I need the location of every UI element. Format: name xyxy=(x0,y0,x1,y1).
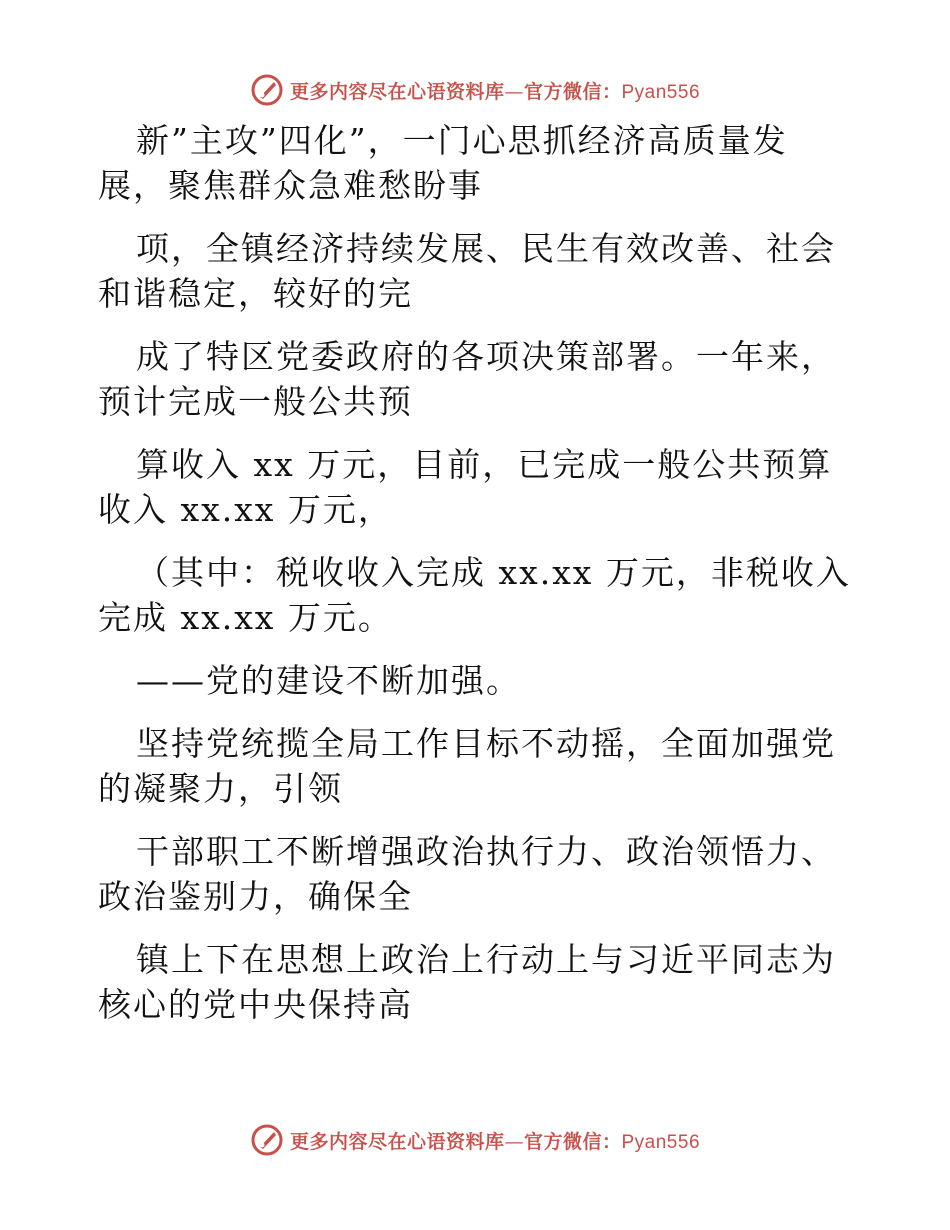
watermark-suffix: 官方微信： xyxy=(523,1130,622,1153)
footer-watermark xyxy=(0,1120,950,1160)
paragraph-1: 新”主攻”四化”，一门心思抓经济高质量发展，聚焦群众急难愁盼事 xyxy=(98,121,788,205)
watermark-suffix: 官方微信： xyxy=(523,80,622,103)
paragraph-7: 坚持党统揽全局工作目标不动摇，全面加强党的凝聚力，引领 xyxy=(98,724,836,808)
paragraph-4: 算收入 xx 万元，目前，已完成一般公共预算收入 xx.xx 万元， xyxy=(98,445,833,529)
watermark-separator: — xyxy=(504,80,524,103)
paragraph-6: ——党的建设不断加强。 xyxy=(136,661,521,700)
paragraph-8: 干部职工不断增强政治执行力、政治领悟力、政治鉴别力，确保全 xyxy=(98,832,836,916)
watermark-separator: — xyxy=(504,1130,524,1153)
watermark-wechat-id: Pyan556 xyxy=(621,81,701,103)
paragraph-5: （其中：税收收入完成 xx.xx 万元，非税收入完成 xx.xx 万元。 xyxy=(98,553,851,637)
paragraph-2: 项，全镇经济持续发展、民生有效改善、社会和谐稳定，较好的完 xyxy=(98,229,836,313)
document-body xyxy=(98,118,854,1045)
watermark-wechat-id: Pyan556 xyxy=(621,1131,701,1153)
paragraph-9: 镇上下在思想上政治上行动上与习近平同志为核心的党中央保持高 xyxy=(98,940,836,1024)
watermark-main: 更多内容尽在心语资料库 xyxy=(289,80,505,103)
quill-seal-icon xyxy=(250,73,284,107)
quill-seal-icon xyxy=(250,1123,284,1157)
watermark-text xyxy=(290,77,700,104)
watermark-main: 更多内容尽在心语资料库 xyxy=(289,1130,505,1153)
watermark-text xyxy=(290,1127,700,1154)
header-watermark xyxy=(0,70,950,110)
paragraph-3: 成了特区党委政府的各项决策部署。一年来，预计完成一般公共预 xyxy=(98,337,836,421)
